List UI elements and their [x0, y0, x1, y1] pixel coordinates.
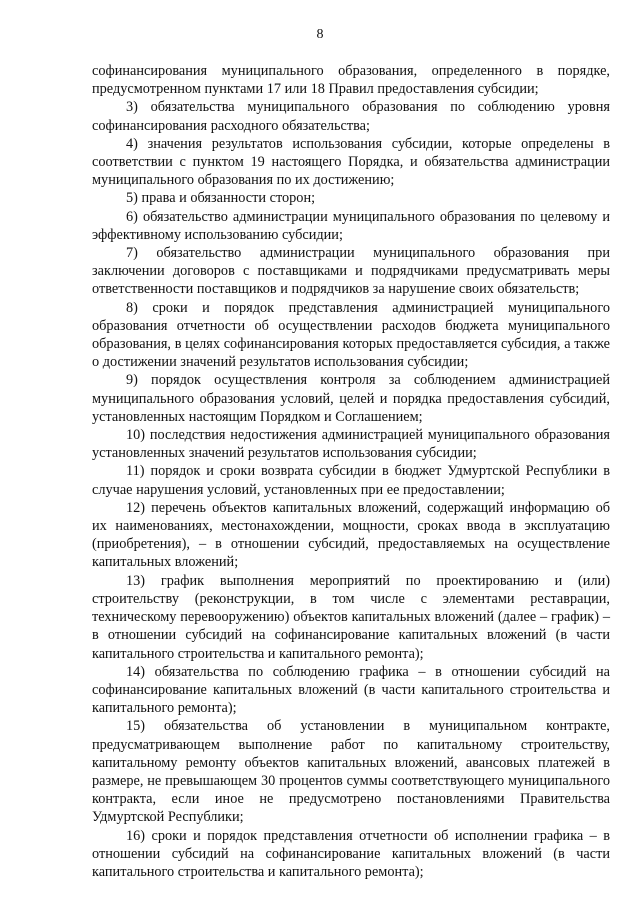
list-item-14: 14) обязательства по соблюдению графика – в отношении субсидий на софинансирование капитальных вложений (в части капитального строительства и капитального ремонта); — [92, 663, 610, 717]
list-item-4: 4) значения результатов использования субсидии, которые определены в соответствии с пунктом 19 настоящего Порядка, и обязательства администрации муниципального образования по их достижению; — [92, 135, 610, 189]
list-item-15: 15) обязательства об установлении в муниципальном контракте, предусматривающем выполнение работ по капитальному строительству, капитальному ремонту объектов капитальных вложений, авансовых платежей в размере, не превышающем 30 процентов суммы соответствующего муниципального контракта, если иное не предусмотрено постановлениями Правительства Удмуртской Республики; — [92, 718, 610, 826]
list-item-12: 12) перечень объектов капитальных вложений, содержащий информацию об их наименованиях, местонахождении, мощности, сроках ввода в эксплуатацию (приобретения), – в отношении субсидий, предоставляемых на осуществление капитальных вложений; — [92, 499, 610, 571]
list-item-11: 11) порядок и сроки возврата субсидии в бюджет Удмуртской Республики в случае нарушения условий, установленных при ее предоставлении; — [92, 463, 610, 498]
continuation-paragraph: софинансирования муниципального образования, определенного в порядке, предусмотренном пунктами 17 или 18 Правил предоставления субсидии; — [92, 63, 610, 98]
list-item-7: 7) обязательство администрации муниципального образования при заключении договоров с поставщиками и подрядчиками предусматривать меры ответственности поставщиков и подрядчиков за нарушение своих обязательств; — [92, 245, 610, 298]
list-item-16: 16) сроки и порядок представления отчетности об исполнении графика – в отношении субсидий на софинансирование капитальных вложений (в части капитального строительства и капитального ремонта); — [92, 827, 610, 880]
list-item-8: 8) сроки и порядок представления администрацией муниципального образования отчетности об осуществлении расходов бюджета муниципального образования, в целях софинансирования которых предоставляется субсидия, а также о достижении значений результатов использования субсидии; — [92, 299, 610, 371]
list-item-13: 13) график выполнения мероприятий по проектированию и (или) строительству (реконструкции, в том числе с элементами реставрации, техническому перевооружению) объектов капитальных вложений (далее – график) – в отношении субсидий на софинансирование капитальных вложений (в части капитального строительства и капитального ремонта); — [92, 572, 610, 662]
page-number: 8 — [316, 27, 324, 42]
list-item-10: 10) последствия недостижения администрацией муниципального образования установленных значений результатов использования субсидии; — [92, 427, 610, 462]
list-item-6: 6) обязательство администрации муниципального образования по целевому и эффективному использованию субсидии; — [92, 208, 610, 243]
list-item-3: 3) обязательства муниципального образования по соблюдению уровня софинансирования расходного обязательства; — [92, 99, 610, 134]
list-item-5: 5) права и обязанности сторон; — [126, 190, 316, 207]
list-item-9: 9) порядок осуществления контроля за соблюдением администрацией муниципального образования условий, целей и порядка предоставления субсидий, установленных настоящим Порядком и Соглашением; — [92, 372, 610, 425]
document-body — [92, 62, 610, 881]
